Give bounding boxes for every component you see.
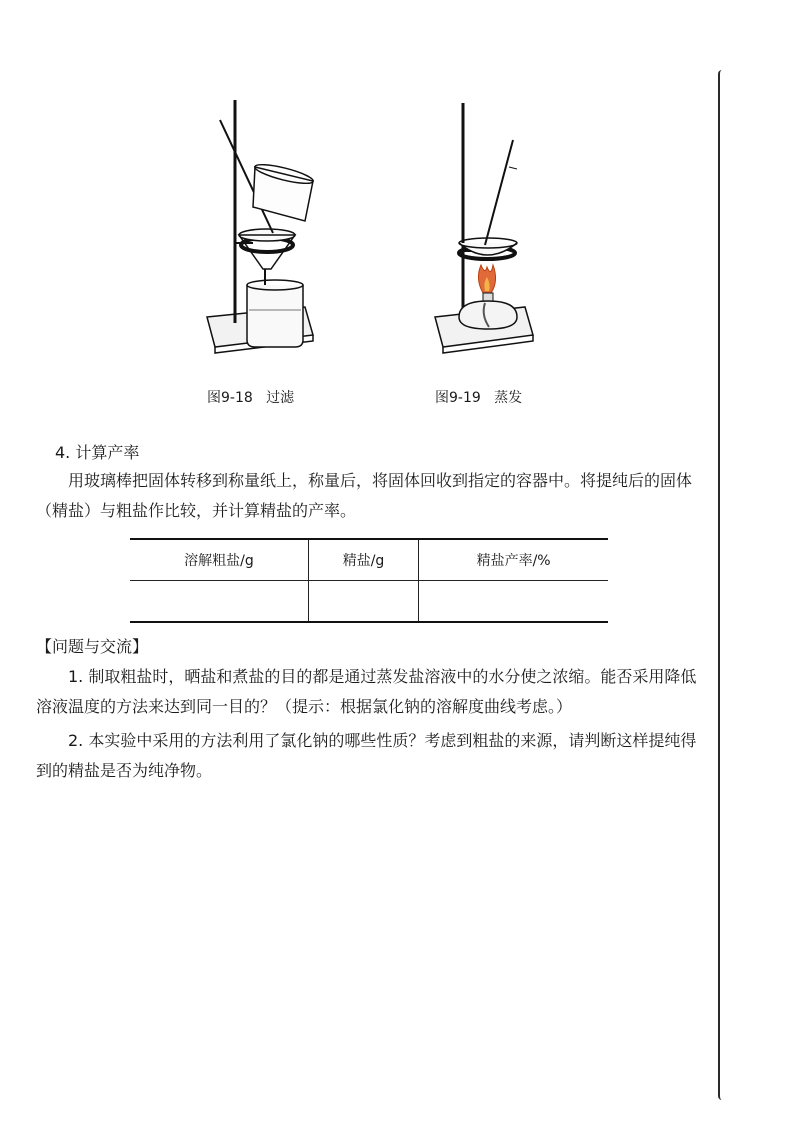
discussion-question-2: 2. 本实验中采用的方法利用了氯化钠的哪些性质？考虑到粗盐的来源，请判断这样提纯得到的精盐是否为纯净物。: [36, 731, 697, 780]
figure-number: 图9-18: [207, 390, 253, 406]
table-header-yield: 精盐产率/%: [419, 539, 608, 581]
figure-caption: [435, 387, 522, 407]
evaporation-figure: [425, 95, 555, 406]
section-title: 4. 计算产率: [55, 443, 140, 462]
section-paragraph: 用玻璃棒把固体转移到称量纸上，称量后，将固体回收到指定的容器中。将提纯后的固体（精盐）与粗盐作比较，并计算精盐的产率。: [36, 471, 693, 520]
figure-caption: [207, 387, 294, 407]
table-header-crude-salt: 溶解粗盐/g: [130, 539, 308, 581]
figure-title: 过滤: [266, 390, 295, 406]
table-row: [130, 581, 608, 623]
figure-number: 图9-19: [435, 390, 481, 406]
yield-table: [130, 538, 608, 623]
table-cell: [130, 581, 308, 623]
discussion-question-1: 1. 制取粗盐时，晒盐和煮盐的目的都是通过蒸发盐溶液中的水分使之浓缩。能否采用降低溶液温度的方法来达到同一目的？（提示：根据氯化钠的溶解度曲线考虑。）: [36, 667, 697, 716]
table-header-refined-salt: 精盐/g: [308, 539, 418, 581]
filtration-figure: [195, 95, 325, 406]
filtration-illustration: [195, 95, 325, 355]
discussion-heading: 【问题与交流】: [36, 637, 149, 656]
table-cell: [419, 581, 608, 623]
table-cell: [308, 581, 418, 623]
figures: [0, 95, 800, 415]
figure-title: 蒸发: [494, 390, 523, 406]
evaporation-illustration: [425, 95, 555, 355]
table-header-row: [130, 539, 608, 581]
